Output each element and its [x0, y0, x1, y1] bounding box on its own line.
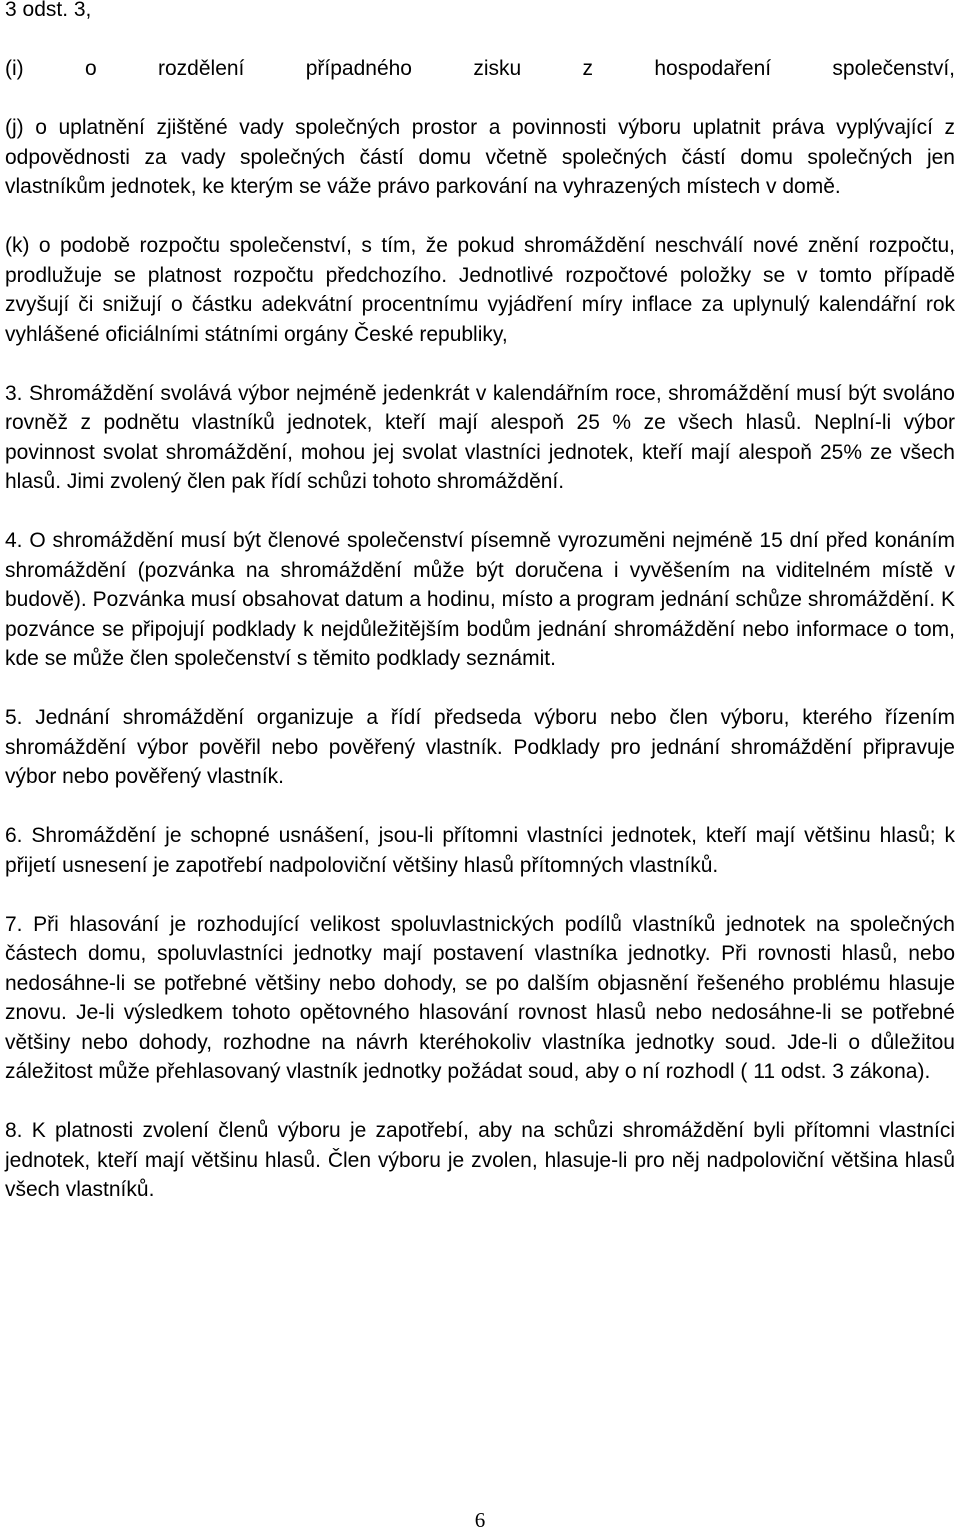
page-number: 6	[474, 1508, 486, 1532]
paragraph-section-5: 5. Jednání shromáždění organizuje a řídí předseda výboru nebo člen výboru, kterého řízením shromáždění výbor pověřil nebo pověřený vlastník. Podklady pro jednání shromáždění připravuje výbor nebo pověřený vlastník.	[5, 706, 955, 788]
document-page	[5, 0, 955, 1205]
paragraph-section-8: 8. K platnosti zvolení členů výboru je zapotřebí, aby na schůzi shromáždění byli přítomni vlastníci jednotek, kteří mají většinu hlasů. Člen výboru je zvolen, hlasuje-li pro něj nadpoloviční většina hlasů všech vlastníků.	[5, 1119, 955, 1201]
paragraph-section-7: 7. Při hlasování je rozhodující velikost spoluvlastnických podílů vlastníků jednotek na společných částech domu, spoluvlastníci jednotky mají postavení vlastníka jednotky. Při rovnosti hlasů, nebo nedosáhne-li se potřebné většiny nebo dohody, se po dalším objasnění řešeného problému hlasuje znovu. Je-li výsledkem tohoto opětovného hlasování rovnost hlasů nebo nedosáhne-li se potřebné většiny nebo dohody, rozhodne na návrh kteréhokoliv vlastníka jednotky soud. Jde-li o důležitou záležitost může přehlasovaný vlastník jednotky požádat soud, aby o ní rozhodl ( 11 odst. 3 zákona).	[5, 912, 955, 1083]
paragraph-section-3: 3. Shromáždění svolává výbor nejméně jedenkrát v kalendářním roce, shromáždění musí být svoláno rovněž z podnětu vlastníků jednotek, kteří mají alespoň 25 % ze všech hlasů. Neplní-li výbor povinnost svolat shromáždění, mohou jej svolat vlastníci jednotek, kteří mají alespoň 25% ze všech hlasů. Jimi zvolený člen pak řídí schůzi tohoto shromáždění.	[5, 381, 955, 493]
paragraph-item-j: (j) o uplatnění zjištěné vady společných prostor a povinnosti výboru uplatnit práva vyplývající z odpovědnosti za vady společných částí domu včetně společných částí domu společných jen vlastníkům jednotek, ke kterým se váže právo parkování na vyhrazených místech v domě.	[5, 116, 955, 198]
paragraph-item-k: (k) o podobě rozpočtu společenství, s tím, že pokud shromáždění neschválí nové znění rozpočtu, prodlužuje se platnost rozpočtu předchozího. Jednotlivé rozpočtové položky se v tomto případě zvyšují či snižují o částku adekvátní procentnímu vyjádření míry inflace za uplynulý kalendářní rok vyhlášené oficiálními státními orgány České republiky,	[5, 234, 955, 346]
paragraph-section-4: 4. O shromáždění musí být členové společenství písemně vyrozuměni nejméně 15 dní před konáním shromáždění (pozvánka na shromáždění může být doručena i vyvěšením na viditelném místě v budově). Pozvánka musí obsahovat datum a hodinu, místo a program jednání schůze shromáždění. K pozvánce se připojují podklady k nejdůležitějším bodům jednání shromáždění nebo informace o tom, kde se může člen společenství s těmito podklady seznámit.	[5, 529, 955, 670]
paragraph-item-i: (i) o rozdělení případného zisku z hospodaření společenství,	[5, 57, 955, 80]
paragraph-section-6: 6. Shromáždění je schopné usnášení, jsou-li přítomni vlastníci jednotek, kteří mají většinu hlasů; k přijetí usnesení je zapotřebí nadpoloviční většiny hlasů přítomných vlastníků.	[5, 824, 955, 877]
paragraph-heading-ref: 3 odst. 3,	[5, 0, 92, 21]
